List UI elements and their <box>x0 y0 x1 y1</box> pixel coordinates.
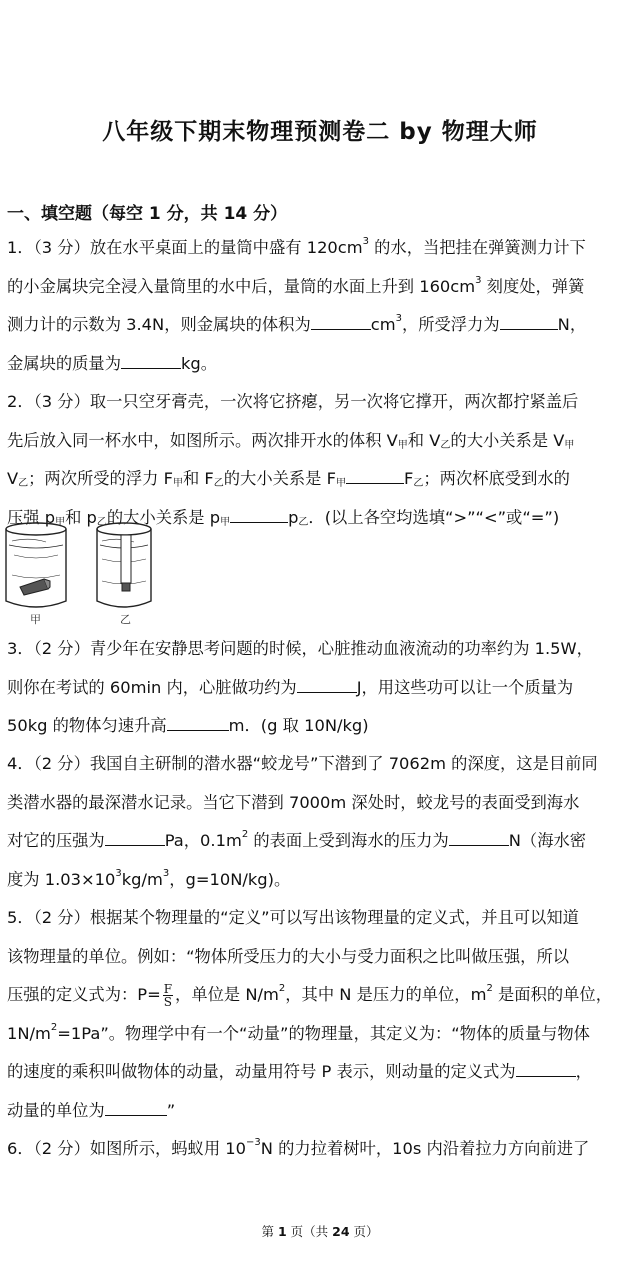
beakers-figure <box>0 515 160 625</box>
answer-blank[interactable] <box>105 1097 167 1116</box>
answer-blank[interactable] <box>449 827 509 846</box>
answer-blank[interactable] <box>346 465 404 484</box>
question-1: 1．（3 分）放在水平桌面上的量筒中盛有 $120cm^3$ 的水，当把挂在弹簧测力计下 的小金属块完全浸入量筒里的水中后，量筒的水面上升到 $160cm^3$ 刻度处，弹簧 测力计的示数为 3.4N，则金属块的体积为 $cm^3$，所受浮力为 N， 金属块的质量为 kg。 <box>7 236 587 373</box>
question-5: 5．（2 分）根据某个物理量的“定义”可以写出该物理量的定义式，并且可以知道 该物理量的单位。例如：“物体所受压力的大小与受力面积之比叫做压强，所以 压强的定义式为：P= $\frac{F}{S}$ ，单位是 $N/m^2$，其中 N 是压力的单位，$m^2$ 是面积的单位， $1N/m^2=1Pa$”。物理学中有一个“动量”的物理量，其定义为：“物体的质量与物体 的速度的乘积叫做物体的动量，动量用符号 P 表示，则动量的定义式为 ， 动量的单位为 ” <box>7 908 612 1120</box>
fraction-f-over-s: $\frac{F}{S}$ <box>163 982 173 1009</box>
answer-blank[interactable] <box>297 674 357 693</box>
answer-blank[interactable] <box>121 350 181 369</box>
section-heading: 一、填空题（每空 1 分，共 14 分） <box>7 204 288 224</box>
question-4: 4．（2 分）我国自主研制的潜水器“蛟龙号”下潜到了 7062m 的深度，这是目前同 类潜水器的最深潜水记录。当它下潜到 7000m 深处时，蛟龙号的表面受到海水 对它的压强为 Pa，$0.1m^2$ 的表面上受到海水的压力为 N（海水密 度为 $1.03\times 10^3kg/m^3$，g=10N/kg)。 <box>7 754 598 889</box>
question-2: 2．（3 分）取一只空牙膏壳，一次将它挤瘪，另一次将它撑开，两次都拧紧盖后 先后放入同一杯水中，如图所示。两次排开水的体积 $V_甲$和 $V_乙$的大小关系是 $V_甲$ $V_乙$；两次所受的浮力 $F_甲$和 $F_乙$的大小关系是 $F_甲$ $F_乙$；两次杯底受到水的 压强 $p_甲$和 $p_乙$的大小关系是 $p_甲$ $p_乙$．(以上各空均选填“>”“<”或“=”) <box>7 392 579 528</box>
answer-blank[interactable] <box>311 311 371 330</box>
fig-label-jia: 甲 <box>30 613 41 625</box>
question-6: 6．（2 分）如图所示，蚂蚁用 $10^{-3}N$ 的力拉着树叶，10s 内沿着拉力方向前进了 <box>7 1137 590 1158</box>
answer-blank[interactable] <box>500 311 558 330</box>
answer-blank[interactable] <box>167 712 229 731</box>
answer-blank[interactable] <box>516 1058 576 1077</box>
question-3: 3．（2 分）青少年在安静思考问题的时候，心脏推动血液流动的功率约为 1.5W， 则你在考试的 60min 内，心脏做功约为 J，用这些功可以让一个质量为 50kg 的物体匀速升高 m．(g 取 10N/kg) <box>7 639 593 735</box>
document-title: 八年级下期末物理预测卷二 by 物理大师 <box>102 119 538 145</box>
beaker-jia <box>6 523 66 607</box>
answer-blank[interactable] <box>230 504 288 523</box>
answer-blank[interactable] <box>105 827 165 846</box>
fig-label-yi: 乙 <box>120 613 131 625</box>
beaker-yi <box>97 523 151 607</box>
page-footer: 第 1 页（共 24 页） <box>261 1224 379 1239</box>
